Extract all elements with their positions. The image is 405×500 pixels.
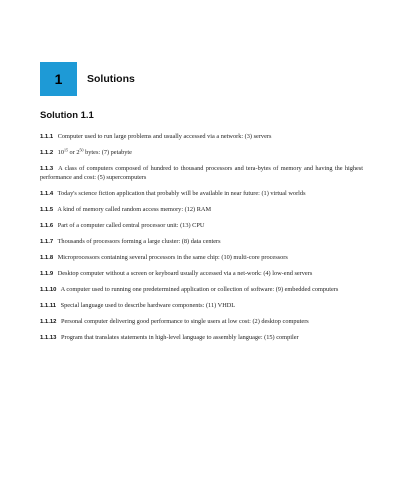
item-text: Desktop computer without a screen or keyboard usually accessed via a net-work: (4) low-end servers — [57, 269, 313, 277]
chapter-number-box: 1 — [40, 62, 77, 96]
solution-item-1-1-12 — [40, 318, 363, 327]
item-text: Special language used to describe hardware components: (11) VHDL — [60, 301, 236, 309]
solution-item-1-1-10 — [40, 286, 363, 295]
item-number: 1.1.13 — [40, 334, 57, 341]
item-exponent: 15 — [63, 147, 68, 153]
item-text-mid: or 2 — [67, 149, 80, 157]
item-number: 1.1.8 — [40, 254, 54, 261]
item-number: 1.1.10 — [40, 286, 57, 293]
item-text-rest: bytes: (7) petabyte — [83, 149, 132, 157]
solution-item-1-1-3 — [40, 165, 363, 182]
item-text: Program that translates statements in high-level language to assembly language: (15) compiler — [60, 333, 299, 341]
item-text: Personal computer delivering good performance to single users at low cost: (2) desktop computers — [60, 317, 309, 325]
chapter-title: Solutions — [87, 73, 135, 85]
item-number: 1.1.2 — [40, 150, 54, 157]
item-number: 1.1.3 — [40, 166, 54, 173]
item-text: Part of a computer called central processor unit: (13) CPU — [57, 221, 205, 229]
item-text: A computer used to running one predetermined application or collection of software: (9) embedded computers — [60, 285, 339, 293]
item-number: 1.1.6 — [40, 222, 54, 229]
item-number: 1.1.4 — [40, 190, 54, 197]
item-number: 1.1.11 — [40, 302, 57, 309]
item-text: A class of computers composed of hundred to thousand processors and tera-bytes of memory and having the highest performance and cost: (5) supercomputers — [40, 165, 364, 181]
solution-item-1-1-8 — [40, 254, 363, 263]
solution-item-1-1-9 — [40, 270, 363, 279]
solution-item-1-1-2 — [40, 149, 363, 158]
solution-item-1-1-11 — [40, 302, 363, 311]
section-title: Solution 1.1 — [40, 110, 94, 121]
solution-item-1-1-13 — [40, 334, 363, 343]
item-text: Thousands of processors forming a large cluster: (8) data centers — [57, 237, 221, 245]
solution-item-1-1-4 — [40, 190, 363, 199]
solution-list — [40, 127, 363, 350]
chapter-header — [40, 62, 135, 96]
item-text-base: 10 — [57, 149, 64, 157]
solution-item-1-1-7 — [40, 238, 363, 247]
item-number: 1.1.9 — [40, 270, 54, 277]
solution-item-1-1-5 — [40, 206, 363, 215]
item-text: A kind of memory called random access memory: (12) RAM — [57, 205, 212, 213]
item-number: 1.1.5 — [40, 206, 54, 213]
item-number: 1.1.12 — [40, 318, 57, 325]
item-number: 1.1.1 — [40, 134, 54, 141]
item-text: Computer used to run large problems and usually accessed via a network: (3) servers — [57, 133, 272, 141]
item-text: Microprocessors containing several processors in the same chip: (10) multi-core processors — [57, 253, 288, 261]
item-exponent: 50 — [79, 147, 84, 153]
item-number: 1.1.7 — [40, 238, 54, 245]
solution-item-1-1-6 — [40, 222, 363, 231]
solution-item-1-1-1 — [40, 133, 363, 142]
item-text: Today's science fiction application that probably will be available in near future: (1) virtual worlds — [57, 189, 306, 197]
